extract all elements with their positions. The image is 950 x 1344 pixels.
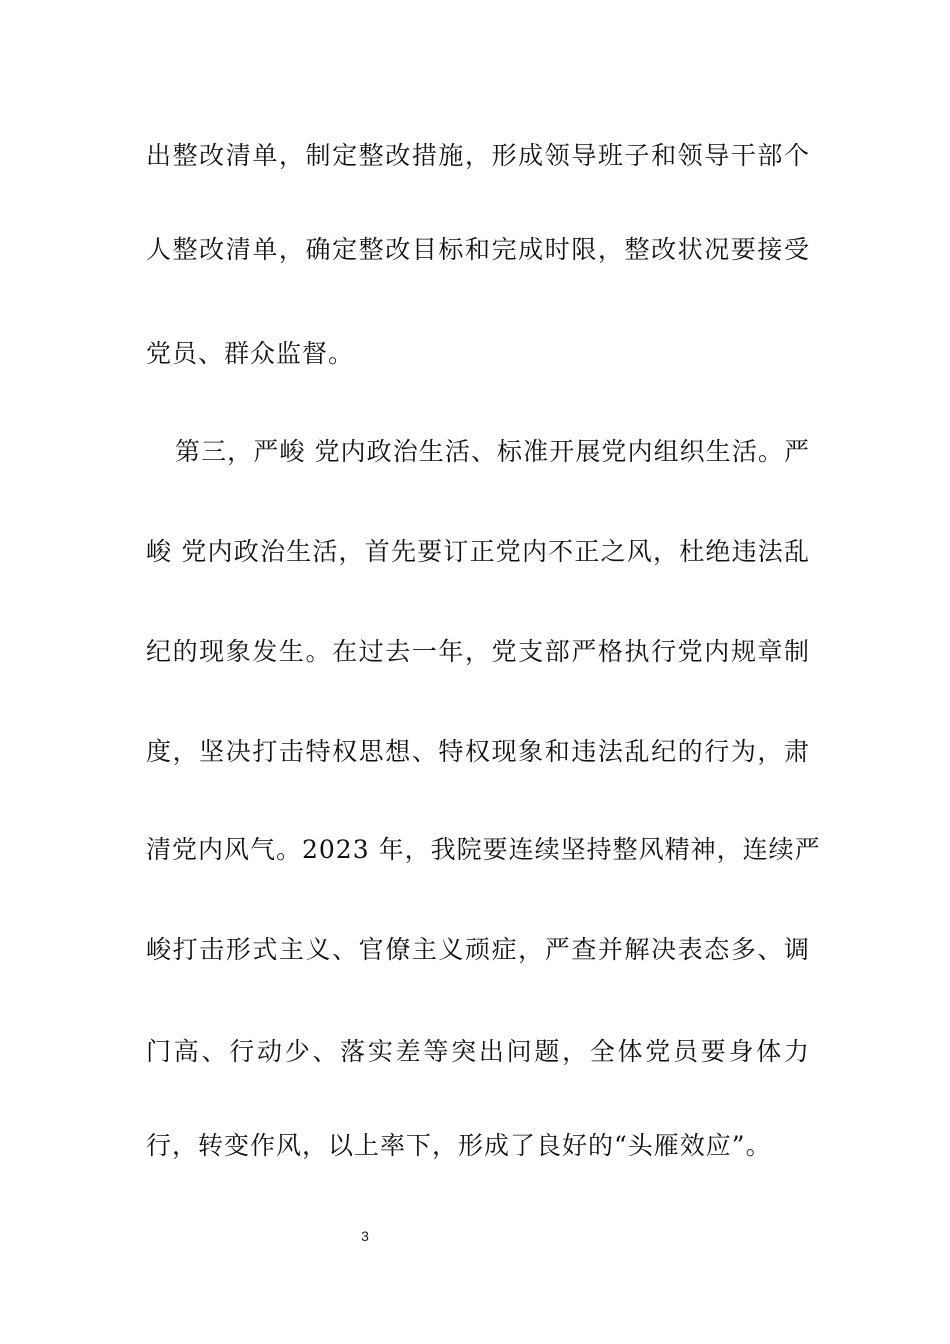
text-line-4: 第三，严峻 党内政治生活、标准开展党内组织生活。严: [175, 437, 810, 466]
page-number: 3: [361, 1228, 369, 1244]
text-line-1: 出整改清单，制定整改措施，形成领导班子和领导干部个: [146, 141, 810, 170]
text-line-8: 清党内风气。2023 年，我院要连续坚持整风精神，连续严: [146, 835, 821, 864]
text-line-11: 行，转变作风，以上率下，形成了良好的“头雁效应”。: [146, 1131, 772, 1160]
text-line-6: 纪的现象发生。在过去一年，党支部严格执行党内规章制: [146, 637, 810, 666]
text-line-2: 人整改清单，确定整改目标和完成时限，整改状况要接受: [146, 235, 810, 264]
text-line-7: 度，坚决打击特权思想、特权现象和违法乱纪的行为，肃: [146, 737, 810, 766]
text-line-5: 峻 党内政治生活，首先要订正党内不正之风，杜绝违法乱: [146, 537, 810, 566]
text-line-9: 峻打击形式主义、官僚主义顽症，严查并解决表态多、调: [146, 935, 810, 964]
text-line-3: 党员、群众监督。: [146, 339, 355, 368]
text-line-10: 门高、行动少、落实差等突出问题，全体党员要身体力: [146, 1037, 810, 1066]
